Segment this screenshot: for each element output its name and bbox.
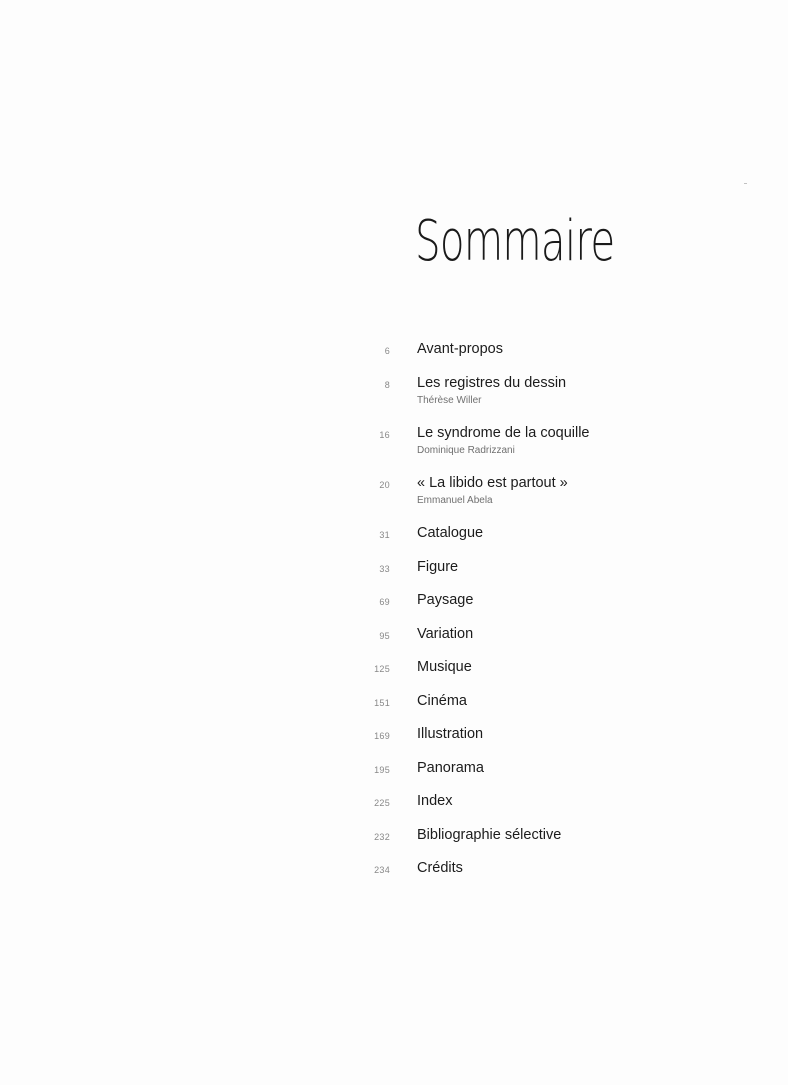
toc-page-number: 16	[379, 430, 390, 440]
toc-page-number: 95	[379, 631, 390, 641]
toc-page-number: 151	[374, 698, 390, 708]
toc-entry-label: Musique	[417, 659, 472, 675]
toc-entry-author: Emmanuel Abela	[417, 495, 493, 506]
toc-entry-label: Illustration	[417, 726, 484, 742]
toc-entry-avant-propos	[360, 341, 760, 375]
toc-entry-label: Crédits	[417, 860, 463, 876]
toc-entry-bibliographie	[360, 827, 760, 861]
toc-entry-paysage	[360, 592, 760, 626]
toc-entry-musique	[360, 659, 760, 693]
toc-entry-label: « La libido est partout »	[417, 475, 568, 491]
toc-page-number: 195	[374, 765, 390, 775]
toc-entry-panorama	[360, 760, 760, 794]
toc-page-number: 8	[384, 380, 390, 390]
toc-entry-credits	[360, 860, 760, 894]
toc-entry-label: Paysage	[417, 592, 474, 608]
toc-entry-catalogue	[360, 525, 760, 559]
toc-entry-variation	[360, 626, 760, 660]
toc-entry-libido	[360, 475, 760, 509]
toc-entry-figure	[360, 559, 760, 593]
toc-page-number: 234	[374, 865, 390, 875]
toc-page-number: 125	[374, 664, 390, 674]
toc-entry-label: Variation	[417, 626, 474, 642]
toc-page-number: 225	[374, 798, 390, 808]
toc-entry-label: Les registres du dessin	[417, 375, 567, 391]
toc-entry-author: Thérèse Willer	[417, 395, 482, 406]
toc-entry-label: Cinéma	[417, 693, 467, 709]
toc-page-number: 69	[379, 597, 390, 607]
page-title: Sommaire	[415, 209, 615, 274]
toc-entry-illustration	[360, 726, 760, 760]
toc-entry-label: Le syndrome de la coquille	[417, 425, 590, 441]
toc-entry-label: Catalogue	[417, 525, 484, 541]
toc-page-number: 33	[379, 564, 390, 574]
toc-page-number: 169	[374, 731, 390, 741]
toc-entry-author: Dominique Radrizzani	[417, 445, 515, 456]
toc-entry-label: Panorama	[417, 760, 484, 776]
toc-entry-registres	[360, 375, 760, 409]
toc-entry-label: Index	[417, 793, 453, 809]
toc-entry-index	[360, 793, 760, 827]
toc-page-number: 6	[384, 346, 390, 356]
toc-page-number: 20	[379, 480, 390, 490]
toc-entry-cinema	[360, 693, 760, 727]
scan-speck	[744, 183, 747, 184]
toc-entry-syndrome	[360, 425, 760, 459]
toc-page-number: 232	[374, 832, 390, 842]
toc-entry-label: Avant-propos	[417, 341, 503, 357]
toc-entry-label: Bibliographie sélective	[417, 827, 562, 843]
toc-page-number: 31	[379, 530, 390, 540]
toc-entry-label: Figure	[417, 559, 459, 575]
